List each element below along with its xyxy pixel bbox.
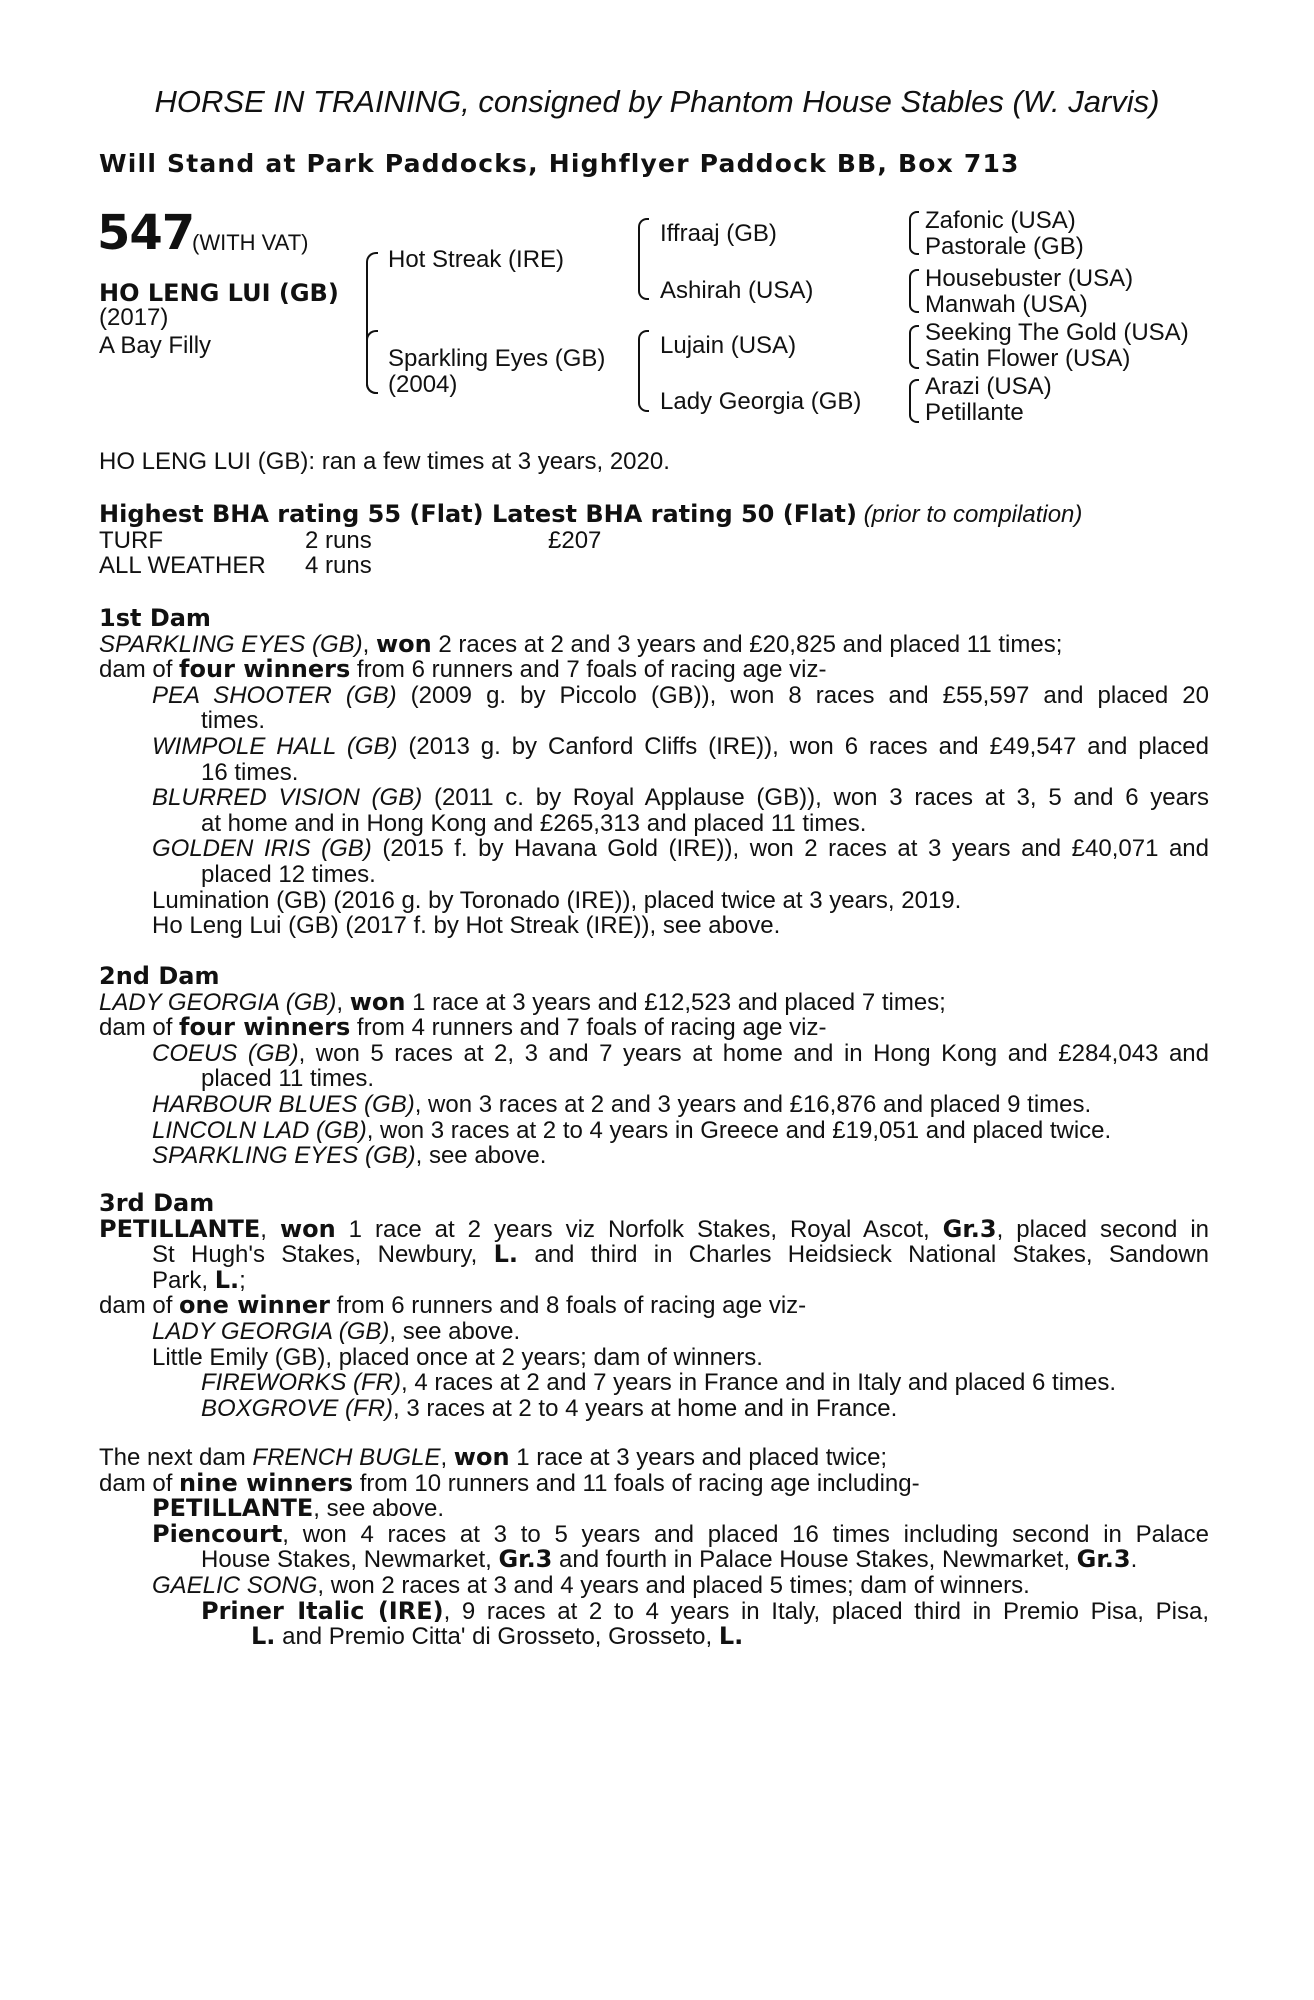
pedigree-granddam: Petillante <box>925 399 1024 426</box>
listed-grade: L. <box>214 1265 240 1294</box>
grand-progeny-entry-continued <box>99 1624 1209 1650</box>
text-fragment: (2009 g. by Piccolo (GB)), won 8 races and £55,597 and placed 20 <box>396 681 1209 709</box>
dam-record-continued <box>99 1265 1209 1294</box>
ratings-heading: Highest BHA rating 55 (Flat) Latest BHA rating 50 (Flat) <box>99 500 857 528</box>
progeny-entry <box>99 734 1209 760</box>
text-fragment: , won 5 races at 2, 3 and 7 years at home and in Hong Kong and £284,043 and <box>298 1039 1209 1067</box>
progeny-entry-continued: placed 11 times. <box>201 1065 374 1093</box>
pedigree-brace <box>638 218 649 300</box>
third-dam-section <box>99 1191 1209 1421</box>
text-fragment: dam of <box>99 1469 180 1497</box>
pedigree-sire-dam: Ashirah (USA) <box>660 277 814 304</box>
all-weather-runs: 4 runs <box>305 552 372 580</box>
text-fragment: dam of <box>99 1014 180 1042</box>
progeny-name: BLURRED VISION (GB) <box>152 784 423 812</box>
progeny-entry <box>99 1092 1209 1118</box>
progeny-name: SPARKLING EYES (GB) <box>152 1142 416 1170</box>
text-fragment: from 6 runners and 8 foals of racing age viz- <box>329 1292 807 1320</box>
progeny-name: PETILLANTE <box>152 1494 314 1523</box>
dam-record <box>99 1214 1210 1243</box>
listed-grade: L. <box>493 1240 519 1269</box>
group-grade: Gr.3 <box>942 1214 997 1243</box>
pedigree-dam-sire: Lujain (USA) <box>660 332 797 359</box>
progeny-entry <box>99 1519 1209 1548</box>
text-fragment: dam of <box>99 656 180 684</box>
progeny-name: FIREWORKS (FR) <box>201 1369 401 1397</box>
pedigree-granddam: Seeking The Gold (USA) <box>925 319 1189 346</box>
won-label: won <box>453 1443 510 1471</box>
winners-count: one winner <box>179 1291 330 1320</box>
text-fragment: (2011 c. by Royal Applause (GB)), won 3 races at 3, 5 and 6 years <box>422 784 1209 812</box>
pedigree-dam: Sparkling Eyes (GB) <box>388 345 606 372</box>
dam-name: PETILLANTE <box>99 1214 261 1243</box>
text-fragment: 2 races at 2 and 3 years and £20,825 and placed 11 times; <box>431 630 1063 658</box>
text-fragment: (2013 g. by Canford Cliffs (IRE)), won 6 races and £49,547 and placed <box>397 732 1209 760</box>
progeny-entry <box>99 1573 1209 1599</box>
pedigree-granddam: Pastorale (GB) <box>925 233 1084 260</box>
winners-count: four winners <box>179 655 351 684</box>
vat-note: (WITH VAT) <box>192 230 309 255</box>
text-fragment: St Hugh's Stakes, Newbury, <box>152 1241 494 1269</box>
progeny-entry-continued: 16 times. <box>201 758 299 786</box>
horse-description: A Bay Filly <box>99 332 212 359</box>
pedigree-dam-year: (2004) <box>388 371 458 398</box>
race-summary: HO LENG LUI (GB): ran a few times at 3 years, 2020. <box>99 448 670 475</box>
horse-name: HO LENG LUI (GB) <box>99 279 339 307</box>
text-fragment: , 9 races at 2 to 4 years in Italy, placed third in Premio Pisa, Pisa, <box>443 1597 1209 1625</box>
grand-progeny-entry <box>99 1396 1209 1422</box>
progeny-name: Piencourt <box>152 1519 283 1548</box>
dam-name: LADY GEORGIA (GB) <box>99 988 337 1016</box>
text-fragment: . <box>1130 1546 1138 1574</box>
progeny-entry-continued: times. <box>201 707 266 735</box>
won-label: won <box>349 987 406 1016</box>
section-heading: 3rd Dam <box>99 1189 215 1217</box>
pedigree-granddam: Housebuster (USA) <box>925 265 1134 292</box>
text-fragment: , <box>440 1444 454 1471</box>
progeny-entry <box>99 1041 1209 1067</box>
turf-record <box>99 528 1209 554</box>
text-fragment: from 4 runners and 7 foals of racing age viz- <box>350 1014 827 1042</box>
pedigree-granddam: Satin Flower (USA) <box>925 345 1131 372</box>
text-fragment: 1 race at 2 years viz Norfolk Stakes, Royal Ascot, <box>335 1215 943 1243</box>
dam-name: FRENCH BUGLE <box>252 1444 441 1471</box>
progeny-entry <box>99 785 1209 811</box>
text-fragment: , see above. <box>313 1495 445 1523</box>
progeny-entry <box>99 1143 1209 1169</box>
progeny-name: GOLDEN IRIS (GB) <box>152 835 372 863</box>
section-heading: 2nd Dam <box>99 962 220 990</box>
text-fragment: , won 3 races at 2 to 4 years in Greece and £19,051 and placed twice. <box>366 1116 1112 1144</box>
pedigree-granddam: Manwah (USA) <box>925 291 1088 318</box>
text-fragment: , won 2 races at 3 and 4 years and placed 5 times; dam of winners. <box>317 1571 1030 1599</box>
progeny-name: LADY GEORGIA (GB) <box>152 1317 390 1345</box>
progeny-entry <box>99 683 1209 709</box>
text-fragment: Park, <box>152 1266 215 1294</box>
all-weather-label: ALL WEATHER <box>99 552 266 580</box>
pedigree-brace <box>638 330 649 412</box>
pedigree-brace <box>909 269 919 313</box>
text-fragment: , <box>336 988 350 1016</box>
section-heading: 1st Dam <box>99 604 211 632</box>
progeny-name: HARBOUR BLUES (GB) <box>152 1090 415 1118</box>
consignment-title: HORSE IN TRAINING, consigned by Phantom House Stables (W. Jarvis) <box>154 84 1160 119</box>
pedigree-brace <box>909 379 919 423</box>
text-fragment: 1 race at 3 years and £12,523 and placed 7 times; <box>405 988 946 1016</box>
progeny-name: PEA SHOOTER (GB) <box>152 681 397 709</box>
pedigree-granddam: Arazi (USA) <box>925 373 1052 400</box>
grand-progeny-entry <box>99 1596 1209 1625</box>
dam-name: SPARKLING EYES (GB) <box>99 630 363 658</box>
ratings-section <box>99 502 1209 579</box>
text-fragment: ; <box>239 1266 246 1294</box>
pedigree-brace <box>366 330 378 394</box>
text-fragment: 1 race at 3 years and placed twice; <box>509 1444 888 1471</box>
progeny-name: LINCOLN LAD (GB) <box>152 1116 367 1144</box>
pedigree-sire: Hot Streak (IRE) <box>388 246 565 273</box>
progeny-entry: Lumination (GB) (2016 g. by Toronado (IRE)), placed twice at 3 years, 2019. <box>152 886 962 914</box>
text-fragment: from 10 runners and 11 foals of racing age including- <box>353 1469 920 1497</box>
dam-record-continued <box>99 1242 1209 1268</box>
pedigree-dam-dam: Lady Georgia (GB) <box>660 388 862 415</box>
horse-foaling-year: (2017) <box>99 304 169 331</box>
progeny-name: BOXGROVE (FR) <box>201 1394 394 1422</box>
text-fragment: , won 4 races at 3 to 5 years and placed 16 times including second in Palace <box>282 1520 1209 1548</box>
text-fragment: , 4 races at 2 and 7 years in France and in Italy and placed 6 times. <box>400 1369 1117 1397</box>
progeny-name: WIMPOLE HALL (GB) <box>152 732 398 760</box>
progeny-name: Priner Italic (IRE) <box>201 1596 444 1625</box>
winners-count: four winners <box>179 1013 351 1042</box>
second-dam-section <box>99 964 1209 1169</box>
pedigree-sire-sire: Iffraaj (GB) <box>660 220 777 247</box>
group-grade: Gr.3 <box>498 1545 553 1574</box>
text-fragment: , placed second in <box>996 1215 1210 1243</box>
text-fragment: , won 3 races at 2 and 3 years and £16,876 and placed 9 times. <box>414 1090 1092 1118</box>
all-weather-record <box>99 553 1209 579</box>
progeny-entry: Little Emily (GB), placed once at 2 years; dam of winners. <box>152 1343 763 1371</box>
winners-count: nine winners <box>179 1468 354 1497</box>
text-fragment: , <box>362 630 376 658</box>
turf-runs: 2 runs <box>305 526 372 554</box>
ratings-note: (prior to compilation) <box>863 501 1083 528</box>
won-label: won <box>375 629 432 658</box>
pedigree-granddam: Zafonic (USA) <box>925 207 1076 234</box>
turf-prize: £207 <box>548 526 602 554</box>
text-fragment: dam of <box>99 1292 180 1320</box>
group-grade: Gr.3 <box>1076 1545 1131 1574</box>
text-fragment: , <box>260 1215 280 1243</box>
text-fragment: , 3 races at 2 to 4 years at home and in France. <box>393 1394 898 1422</box>
pedigree-brace <box>909 211 919 255</box>
progeny-entry <box>99 1319 1209 1345</box>
text-fragment: and Premio Citta' di Grosseto, Grosseto, <box>275 1623 719 1651</box>
text-fragment: , see above. <box>415 1142 547 1170</box>
text-fragment: from 6 runners and 7 foals of racing age viz- <box>350 656 827 684</box>
turf-label: TURF <box>99 526 163 554</box>
progeny-entry: Ho Leng Lui (GB) (2017 f. by Hot Streak (IRE)), see above. <box>152 912 781 940</box>
progeny-entry <box>99 836 1209 862</box>
progeny-entry <box>99 1496 1209 1522</box>
progeny-name: COEUS (GB) <box>152 1039 299 1067</box>
text-fragment: The next dam <box>99 1444 253 1471</box>
progeny-name: GAELIC SONG <box>152 1571 318 1599</box>
pedigree-brace <box>909 325 919 369</box>
first-dam-section <box>99 606 1209 939</box>
text-fragment: and fourth in Palace House Stakes, Newmarket, <box>552 1546 1077 1574</box>
lot-number: 547 <box>97 205 195 261</box>
won-label: won <box>279 1214 336 1243</box>
progeny-entry-continued: placed 12 times. <box>201 860 376 888</box>
text-fragment: and third in Charles Heidsieck National Stakes, Sandown <box>518 1241 1209 1269</box>
progeny-entry-continued: at home and in Hong Kong and £265,313 and placed 11 times. <box>201 809 867 837</box>
next-dam-section <box>99 1445 1209 1650</box>
text-fragment: , see above. <box>389 1317 521 1345</box>
text-fragment: House Stakes, Newmarket, <box>201 1546 499 1574</box>
progeny-entry-continued <box>99 1547 1209 1573</box>
grand-progeny-entry <box>99 1370 1209 1396</box>
progeny-entry <box>99 1118 1209 1144</box>
listed-grade: L. <box>718 1622 744 1651</box>
stand-location: Will Stand at Park Paddocks, Highflyer Paddock BB, Box 713 <box>99 149 1020 178</box>
text-fragment: (2015 f. by Havana Gold (IRE)), won 2 races at 3 years and £40,071 and <box>371 835 1210 863</box>
listed-grade: L. <box>251 1622 276 1651</box>
